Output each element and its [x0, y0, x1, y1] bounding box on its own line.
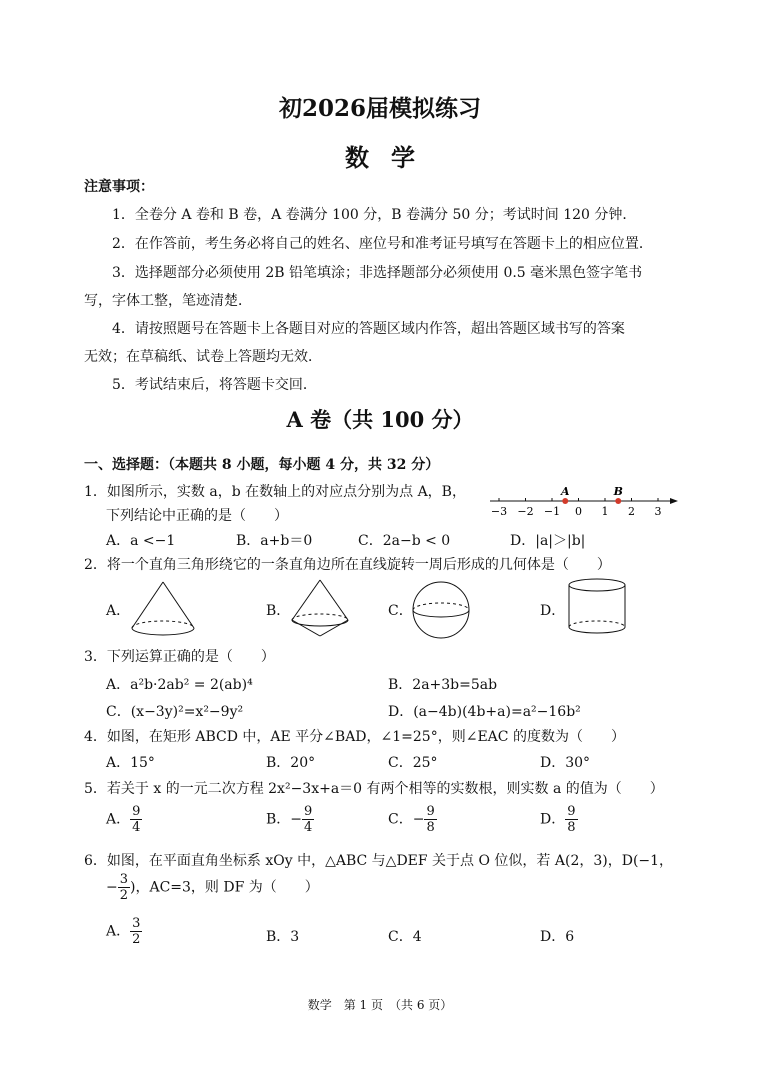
fraction: $\frac{9}{4}$	[132, 804, 141, 835]
fraction: $\frac{9}{8}$	[567, 804, 576, 835]
q5-stem: 5．若关于 x 的一元二次方程 2x²−3x+a＝0 有两个相等的实数根，则实数 a 的值为（ ）	[84, 781, 664, 797]
q4-option-c: C．25°	[388, 755, 438, 771]
section-title: A 卷（共 100 分）	[286, 407, 474, 432]
q1-option-d: D．|a|＞|b|	[510, 533, 586, 549]
q1-option-a: A．a <−1	[106, 533, 176, 549]
q3-option-c: C．(x−3y)²=x²−9y²	[106, 704, 244, 720]
sphere-icon	[410, 580, 472, 640]
q5-option-c: C．− $\frac{9}{8}$	[388, 804, 435, 835]
notice-item-4-cont: 无效；在草稿纸、试卷上答题均无效．	[84, 349, 322, 365]
q3-stem: 3．下列运算正确的是（ ）	[84, 649, 275, 665]
double-cone-icon	[288, 578, 354, 640]
fraction: $\frac{9}{4}$	[304, 804, 313, 835]
q2-option-a-label: A．	[106, 603, 131, 619]
fraction: $\frac{9}{8}$	[426, 804, 435, 835]
number-line-tick-label: 0	[575, 505, 582, 518]
number-line-tick-label: −3	[490, 505, 508, 518]
q4-option-b: B．20°	[266, 755, 316, 771]
q6-option-c: C．4	[388, 929, 422, 945]
q2-option-b-label: B．	[266, 603, 291, 619]
q3-option-d: D．(a−4b)(4b+a)=a²−16b²	[388, 704, 581, 720]
subject-title: 数学	[345, 143, 437, 172]
q1-option-c: C．2a−b < 0	[358, 533, 451, 549]
notice-item-3: 3．选择题部分必须使用 2B 铅笔填涂；非选择题部分必须使用 0.5 毫米黑色签字笔书	[112, 265, 643, 281]
q5-option-d: D． $\frac{9}{8}$	[540, 804, 576, 835]
q6-stem: 6．如图，在平面直角坐标系 xOy 中，△ABC 与△DEF 关于点 O 位似，若 A(2，3)，D(−1，	[84, 853, 674, 869]
q4-stem: 4．如图，在矩形 ABCD 中，AE 平分∠BAD，∠1=25°，则∠EAC 的度数为（ ）	[84, 729, 625, 745]
notice-heading: 注意事项：	[84, 179, 154, 195]
q3-option-b: B．2a+3b=5ab	[388, 677, 498, 693]
number-line-arrow	[670, 498, 678, 504]
part-heading: 一、选择题：（本题共 8 小题，每小题 4 分，共 32 分）	[84, 457, 440, 473]
q3-option-a: A．a²b·2ab² = 2(ab)⁴	[106, 677, 253, 693]
q2-option-c-label: C．	[388, 603, 413, 619]
point-a-label: A	[560, 485, 570, 498]
q1-stem-cont: 下列结论中正确的是（ ）	[106, 508, 288, 524]
q6-option-b: B．3	[266, 929, 300, 945]
notice-item-3-cont: 写，字体工整，笔迹清楚．	[84, 293, 252, 309]
point-a-marker	[562, 498, 568, 504]
q2-option-d-label: D．	[540, 603, 566, 619]
page-footer: 数学 第 1 页 （共 6 页）	[307, 998, 453, 1012]
q1-stem: 1．如图所示，实数 a，b 在数轴上的对应点分别为点 A，B，	[84, 484, 466, 500]
notice-item-1: 1．全卷分 A 卷和 B 卷，A 卷满分 100 分，B 卷满分 50 分；考试时间 120 分钟．	[112, 207, 637, 223]
q6-option-a: A． $\frac{3}{2}$	[106, 916, 141, 947]
q4-option-d: D．30°	[540, 755, 591, 771]
point-b-marker	[615, 498, 621, 504]
number-line-tick-label: −2	[517, 505, 534, 518]
q1-option-b: B．a+b＝0	[236, 533, 313, 549]
notice-item-4: 4．请按照题号在答题卡上各题目对应的答题区域内作答，超出答题区域书写的答案	[112, 321, 625, 337]
cone-icon	[128, 580, 198, 638]
cylinder-icon	[564, 576, 630, 638]
fraction: $\frac{3}{2}$	[119, 872, 129, 903]
q5-option-b: B．− $\frac{9}{4}$	[266, 804, 313, 835]
number-line-tick-label: −1	[543, 505, 561, 518]
q6-option-d: D．6	[540, 929, 575, 945]
number-line-tick-label: 3	[654, 505, 662, 518]
q2-stem: 2．将一个直角三角形绕它的一条直角边所在直线旋转一周后形成的几何体是（ ）	[84, 557, 611, 573]
notice-item-5: 5．考试结束后，将答题卡交回．	[112, 377, 317, 393]
q5-option-a: A． $\frac{9}{4}$	[106, 804, 141, 835]
q6-stem-cont: − $\frac{3}{2}$ )，AC=3，则 DF 为（ ）	[106, 872, 319, 903]
page-title: 初2026届模拟练习	[278, 95, 481, 122]
point-b-label: B	[613, 485, 623, 498]
notice-item-2: 2．在作答前，考生务必将自己的姓名、座位号和准考证号填写在答题卡上的相应位置．	[112, 236, 653, 252]
number-line-tick-label: 2	[628, 505, 635, 518]
q4-option-a: A．15°	[106, 755, 155, 771]
number-line-figure	[486, 483, 682, 519]
fraction: $\frac{3}{2}$	[132, 916, 141, 947]
number-line-tick-label: 1	[601, 505, 609, 518]
